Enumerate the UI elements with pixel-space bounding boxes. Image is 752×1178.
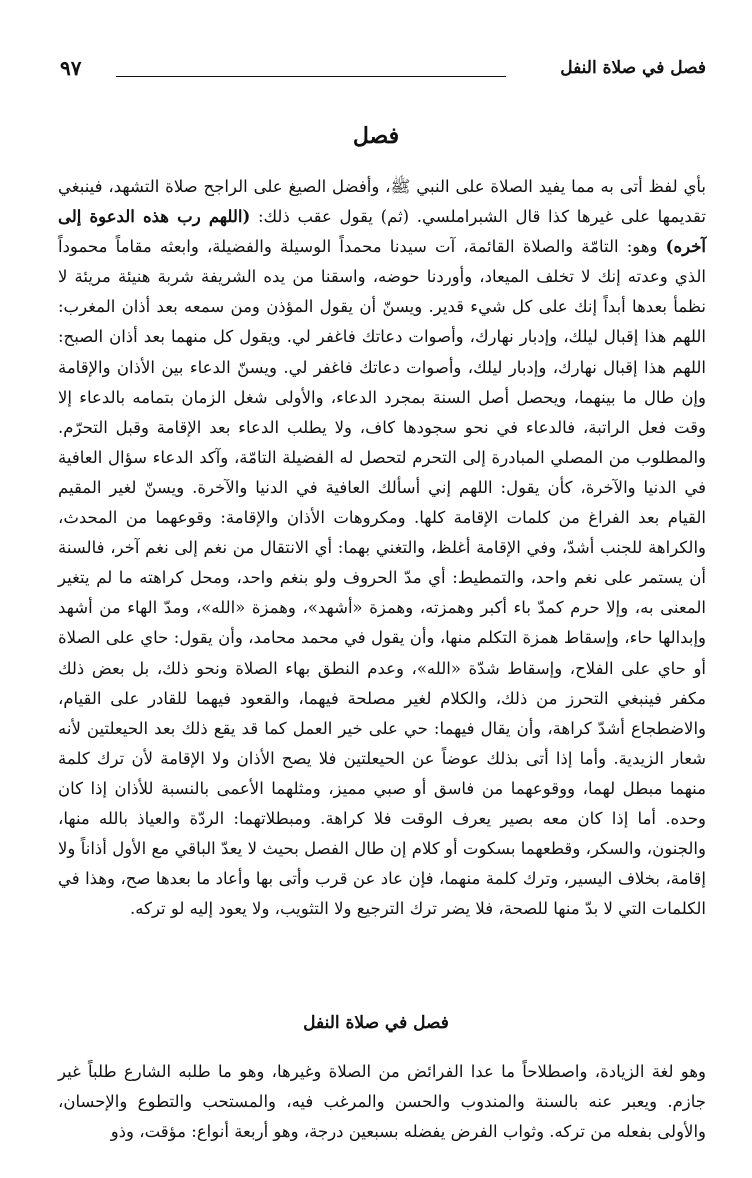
paragraph: وهو لغة الزيادة، واصطلاحاً ما عدا الفرائض من الصلاة وغيرها، وهو ما طلبه الشارع طلباً غير جازم. ويعبر عنه بالسنة والمندوب والحسن والمرغب فيه، والمستحب والتطوع والإحسان، والأولى بفعله من تركه. وثواب الفرض يفضله بسبعين درجة، وهو أربعة أنواع: مؤقت، وذو [58, 1062, 706, 1142]
section-heading: فصل [352, 123, 400, 149]
section-heading-nafl: فصل في صلاة النفل [303, 1013, 449, 1033]
section-body-nafl [58, 1057, 706, 1147]
running-header [56, 56, 706, 86]
section-body [58, 172, 706, 924]
running-title: فصل في صلاة النفل [560, 58, 706, 78]
page-number: ٩٧ [60, 56, 82, 80]
paragraph [58, 172, 706, 924]
header-rule [116, 76, 506, 77]
bold-quote: (اللهم رب هذه الدعوة إلى آخره) [58, 207, 706, 257]
paragraph-text: وهو: التامّة والصلاة القائمة، آت سيدنا محمداً الوسيلة والفضيلة، وابعثه مقاماً محموداً الذي وعدته إنك لا تخلف الميعاد، وأوردنا حوضه، واسقنا من يده الشريفة شربة هنيئة مريئة لا نظمأ بعدها أبداً إنك على كل شيء قدير. ويسنّ أن يقول المؤذن ومن سمعه بعد أذان المغرب: اللهم هذا إقبال ليلك، وإدبار نهارك، وأصوات دعاتك فاغفر لي. ويقول كل منهما بعد أذان الصبح: اللهم هذا إقبال نهارك، وإدبار ليلك، وأصوات دعاتك فاغفر لي. ويسنّ الدعاء بين الأذان والإقامة وإن طال ما بينهما، ويحصل أصل السنة بمجرد الدعاء، والأولى شغل الزمان بتمامه بالدعاء إلا وقت فعل الراتبة، فالدعاء في نحو سجودها كاف، ولا يطلب الدعاء بعد الإقامة وقبل التحرّم. والمطلوب من المصلي المبادرة إلى التحرم لتحصل له الفضيلة التامّة، وآكد الدعاء سؤال العافية في الدنيا والآخرة، كأن يقول: اللهم إني أسألك العافية في الدنيا والآخرة. ويسنّ لغير المقيم القيام بعد الفراغ من كلمات الإقامة كلها. ومكروهات الأذان والإقامة: وقوعهما من المحدث، والكراهة للجنب أشدّ، وفي الإقامة أغلظ، والتغني بهما: أي الانتقال من نغم إلى نغم آخر، فالسنة أن يستمر على نغم واحد، والتمطيط: أي مدّ الحروف ولو بنغم واحد، ومحل كراهته ما لم يتغير المعنى به، وإلا حرم كمدّ باء أكبر وهمزته، وهمزة «أشهد»، وهمزة «الله»، ومدّ الهاء من أشهد وإبدالها حاء، وإسقاط همزة التكلم منها، وأن يقول في محمد محامد، وأن يقول: حاي على الصلاة أو حاي على الفلاح، وإسقاط شدّة «الله»، وعدم النطق بهاء الصلاة ونحو ذلك، بل بعض ذلك مكفر فينبغي التحرز من ذلك، والكلام لغير مصلحة فيهما، والقعود فيهما للقادر على القيام، والاضطجاع أشدّ كراهة، وأن يقال فيهما: حي على خير العمل كما قد يقع ذلك بعد الحيعلتين لأنه شعار الزيدية. وأما إذا أتى بذلك عوضاً عن الحيعلتين فلا يصح الأذان ولا الإقامة لأن ترك كلمة منهما مبطل لهما، ووقوعهما من فاسق أو صبي مميز، ومثلهما الأعمى بالنسبة للأذان إذا كان وحده. أما إذا كان معه بصير يعرف الوقت فلا كراهة. ومبطلاتهما: الردّة والعياذ بالله منها، والجنون، والسكر، وقطعهما بسكوت أو كلام إن طال الفصل بحيث لا يعدّ الباقي مع الأول أذاناً ولا إقامة، بخلاف اليسير، وترك كلمة منهما، فإن عاد عن قرب وأتى بها وأعاد ما بعدها صح، وهذا في الكلمات التي لا بدّ منها للصحة، فلا يضر ترك الترجيع ولا التثويب، ولا يعود إليه لو تركه. [58, 237, 706, 919]
paragraph-lead: بأي لفظ أتى به مما يفيد الصلاة على النبي ﷺ، وأفضل الصيغ على الراجح صلاة التشهد، فينبغي تقديمها على غيرها كذا قال الشبراملسي. (ثم) يقول عقب ذلك: [58, 177, 706, 227]
